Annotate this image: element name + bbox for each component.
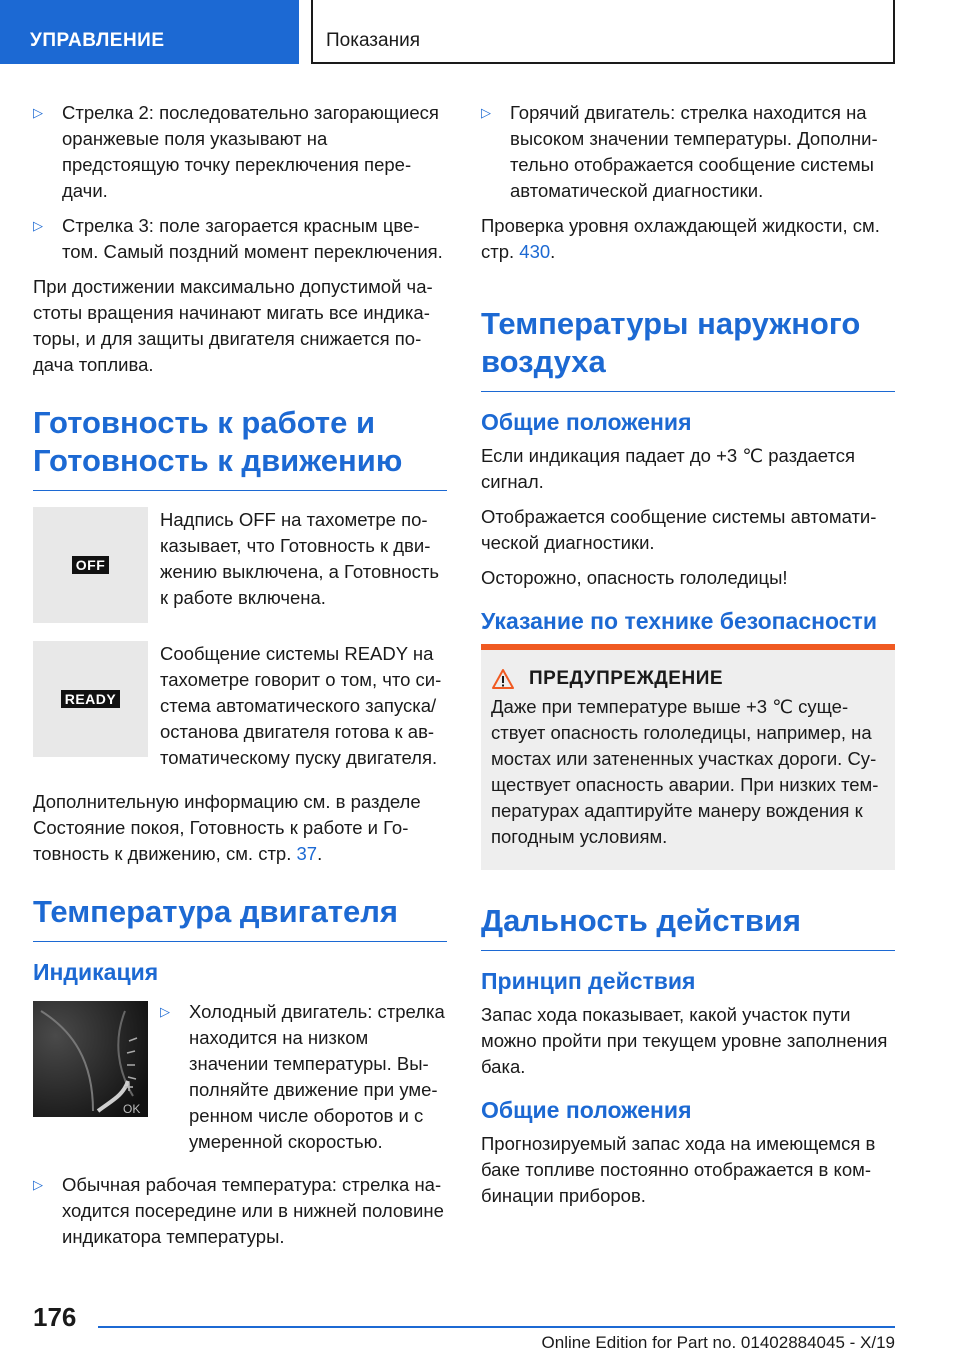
cold-engine-list <box>160 999 447 1164</box>
left-column <box>33 100 447 1259</box>
rev-limit-paragraph: При достижении максимально допустимой частоты вращения начинают мигать все индикаторы, и для защиты двигателя снижается подача топлива. <box>33 276 433 375</box>
off-chip: OFF <box>72 556 110 574</box>
list-item: ▷ Горячий двигатель: стрелка находится на высоком значении температуры. Дополнительно отображается сообщение системы автоматической диагностики. <box>481 100 895 204</box>
coolant-text: Проверка уровня охлаждающей жидкости, см. стр. <box>481 215 880 262</box>
list-item: ▷ Стрелка 2: последовательно загорающиеся оранжевые поля указывают на предстоящую точку переключения передачи. <box>33 100 447 204</box>
gauge-figure-row <box>33 1001 447 1164</box>
warning-text: Даже при температуре выше +3 ℃ существует опасность гололедицы, например, на мостах или затененных участках дороги. Существует опасность аварии. При низких температурах адаптируйте манеру вождения к погодным условиям. <box>491 696 879 847</box>
ready-indicator-image <box>33 641 148 757</box>
principle-paragraph: Запас хода показывает, какой участок пути можно пройти при текущем уровне заполнения бака. <box>481 1004 888 1077</box>
list-item: ▷ Стрелка 3: поле загорается красным цветом. Самый поздний момент переключения. <box>33 213 447 265</box>
heading-general-2: Общие положения <box>481 1097 692 1123</box>
page-number: 176 <box>33 1302 77 1332</box>
right-column <box>481 100 895 1218</box>
heading-readiness: Готовность к работе и Готовность к движению <box>33 404 447 491</box>
page-link-430[interactable]: 430 <box>519 241 551 262</box>
gauge-illustration <box>33 1001 148 1117</box>
general-paragraph-1: Если индикация падает до +3 ℃ раздается сигнал. <box>481 445 855 492</box>
coolant-paragraph: Проверка уровня охлаждающей жидкости, см. стр. 430. <box>481 215 880 262</box>
ready-chip: READY <box>61 690 121 708</box>
warning-title: ПРЕДУПРЕЖДЕНИЕ <box>529 668 724 689</box>
normal-temp-list <box>33 1172 447 1250</box>
gauge-ok-label: OK <box>123 1102 141 1116</box>
general-paragraph-3: Осторожно, опасность гололедицы! <box>481 567 788 588</box>
list-item: ▷ Обычная рабочая температура: стрелка находится посередине или в нижней половине индикатора температуры. <box>33 1172 447 1250</box>
warning-triangle-icon <box>491 668 515 690</box>
shift-arrow-list <box>33 100 447 265</box>
off-indicator-image <box>33 507 148 623</box>
temperature-gauge-image <box>33 1001 148 1117</box>
list-item: ▷ Холодный двигатель: стрелка находится на низком значении температуры. Выполняйте движение при умеренном числе оборотов и с умеренной скоростью. <box>160 999 447 1155</box>
section-tab: УПРАВЛЕНИЕ <box>0 0 299 64</box>
footer-edition: Online Edition for Part no. 01402884045 - X/19 <box>541 1333 895 1352</box>
page-header-title: Показания <box>311 0 895 64</box>
heading-general-1: Общие положения <box>481 409 692 435</box>
general2-paragraph: Прогнозируемый запас хода на имеющемся в баке топливе постоянно отображается в комбинации приборов. <box>481 1133 876 1206</box>
footer-divider <box>98 1326 895 1328</box>
general-paragraph-2: Отображается сообщение системы автоматической диагностики. <box>481 506 877 553</box>
heading-range: Дальность действия <box>481 902 895 951</box>
heading-outside-temperature: Температуры наружного воздуха <box>481 305 895 392</box>
hot-engine-list <box>481 100 895 204</box>
warning-box <box>481 644 895 870</box>
off-description: Надпись OFF на тахометре показывает, что Готовность к движению выключена, а Готовность к работе включена. <box>160 509 439 608</box>
ready-figure-row <box>33 641 447 771</box>
heading-principle: Принцип действия <box>481 968 696 994</box>
heading-engine-temperature: Температура двигателя <box>33 893 447 942</box>
page-link-37[interactable]: 37 <box>296 843 318 864</box>
warning-header <box>491 668 883 690</box>
ready-description: Сообщение системы READY на тахометре говорит о том, что система автоматического запуска/ останова двигателя готова к автоматическому пуску двигателя. <box>160 643 442 768</box>
off-figure-row <box>33 507 447 623</box>
more-info-paragraph: Дополнительную информацию см. в разделе Состояние покоя, Готовность к работе и Готовность к движению, см. стр. 37. <box>33 791 421 864</box>
heading-indication: Индикация <box>33 959 159 985</box>
more-info-text: Дополнительную информацию см. в разделе Состояние покоя, Готовность к работе и Готовность к движению, см. стр. <box>33 791 421 864</box>
heading-safety-note: Указание по технике безопасности <box>481 608 877 634</box>
